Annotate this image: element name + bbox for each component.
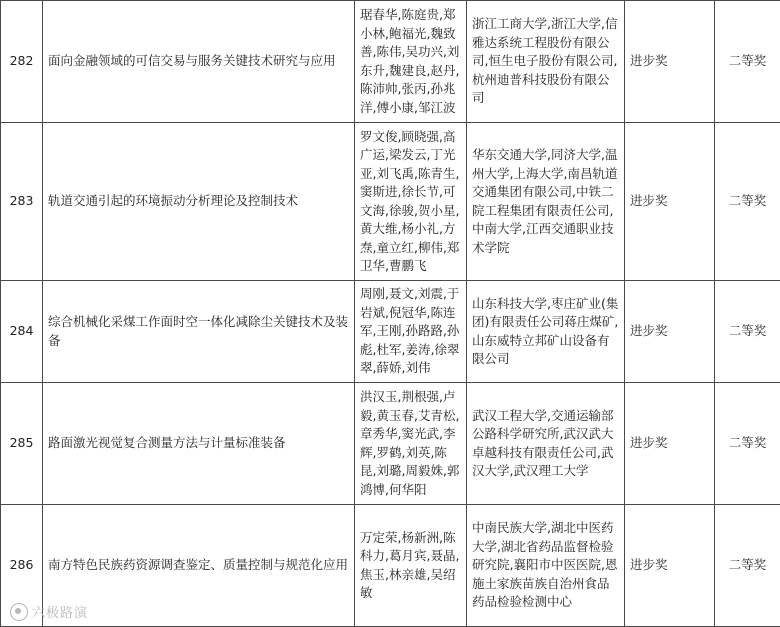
project-name: 面向金融领域的可信交易与服务关键技术研究与应用 [43,1,355,123]
project-name: 路面激光视觉复合测量方法与计量标准装备 [43,383,355,505]
watermark [10,602,88,621]
award-type: 进步奖 [625,123,715,281]
row-number: 283 [1,123,43,281]
project-name: 南方特色民族药资源调查鉴定、质量控制与规范化应用 [43,505,355,627]
row-number: 284 [1,281,43,383]
row-number: 285 [1,383,43,505]
completers: 万定荣,杨新洲,陈科力,葛月宾,聂晶,焦玉,林亲雄,吴绍敏 [355,505,467,627]
table-row [1,383,780,505]
completers: 罗文俊,顾晓强,高广运,梁发云,丁光亚,刘飞禹,陈青生,窦斯进,徐长节,可文海,徐骏,贺小星,黄大维,杨小礼,方焘,童立红,柳伟,郑卫华,曹鹏飞 [355,123,467,281]
table-row [1,123,780,281]
award-type: 进步奖 [625,383,715,505]
award-grade: 二等奖 [715,505,780,627]
project-name: 轨道交通引起的环境振动分析理论及控制技术 [43,123,355,281]
table-row [1,505,780,627]
organizations: 武汉工程大学,交通运输部公路科学研究所,武汉武大卓越科技有限责任公司,武汉大学,武汉理工大学 [467,383,625,505]
organizations: 山东科技大学,枣庄矿业(集团)有限责任公司蒋庄煤矿,山东威特立邦矿山设备有限公司 [467,281,625,383]
award-grade: 二等奖 [715,281,780,383]
organizations: 华东交通大学,同济大学,温州大学,上海大学,南昌轨道交通集团有限公司,中铁二院工程集团有限责任公司,中南大学,江西交通职业技术学院 [467,123,625,281]
watermark-text: 六极路演 [32,606,89,621]
table-row [1,281,780,383]
project-name: 综合机械化采煤工作面时空一体化减除尘关键技术及装备 [43,281,355,383]
completers: 琚春华,陈庭贵,郑小林,鲍福光,魏致善,陈伟,吴功兴,刘东升,魏建良,赵丹,陈沛帅,张丙,孙兆洋,傅小康,邹江波 [355,1,467,123]
award-type: 进步奖 [625,281,715,383]
award-type: 进步奖 [625,505,715,627]
award-grade: 二等奖 [715,123,780,281]
award-type: 进步奖 [625,1,715,123]
completers: 周刚,聂文,刘震,于岩斌,倪冠华,陈连军,王刚,孙路路,孙彪,杜军,姜涛,徐翠翠,薛娇,刘伟 [355,281,467,383]
table-row [1,1,780,123]
watermark-logo-icon [10,603,28,621]
row-number: 282 [1,1,43,123]
organizations: 浙江工商大学,浙江大学,信雅达系统工程股份有限公司,恒生电子股份有限公司,杭州迪普科技股份有限公司 [467,1,625,123]
row-number: 286 [1,505,43,627]
award-grade: 二等奖 [715,1,780,123]
completers: 洪汉玉,荆根强,卢毅,黄玉春,艾青松,章秀华,窦光武,李辉,罗鹤,刘英,陈昆,刘璐,周毅姝,郭鸿博,何华阳 [355,383,467,505]
award-grade: 二等奖 [715,383,780,505]
organizations: 中南民族大学,湖北中医药大学,湖北省药品监督检验研究院,襄阳市中医医院,恩施土家族苗族自治州食品药品检验检测中心 [467,505,625,627]
